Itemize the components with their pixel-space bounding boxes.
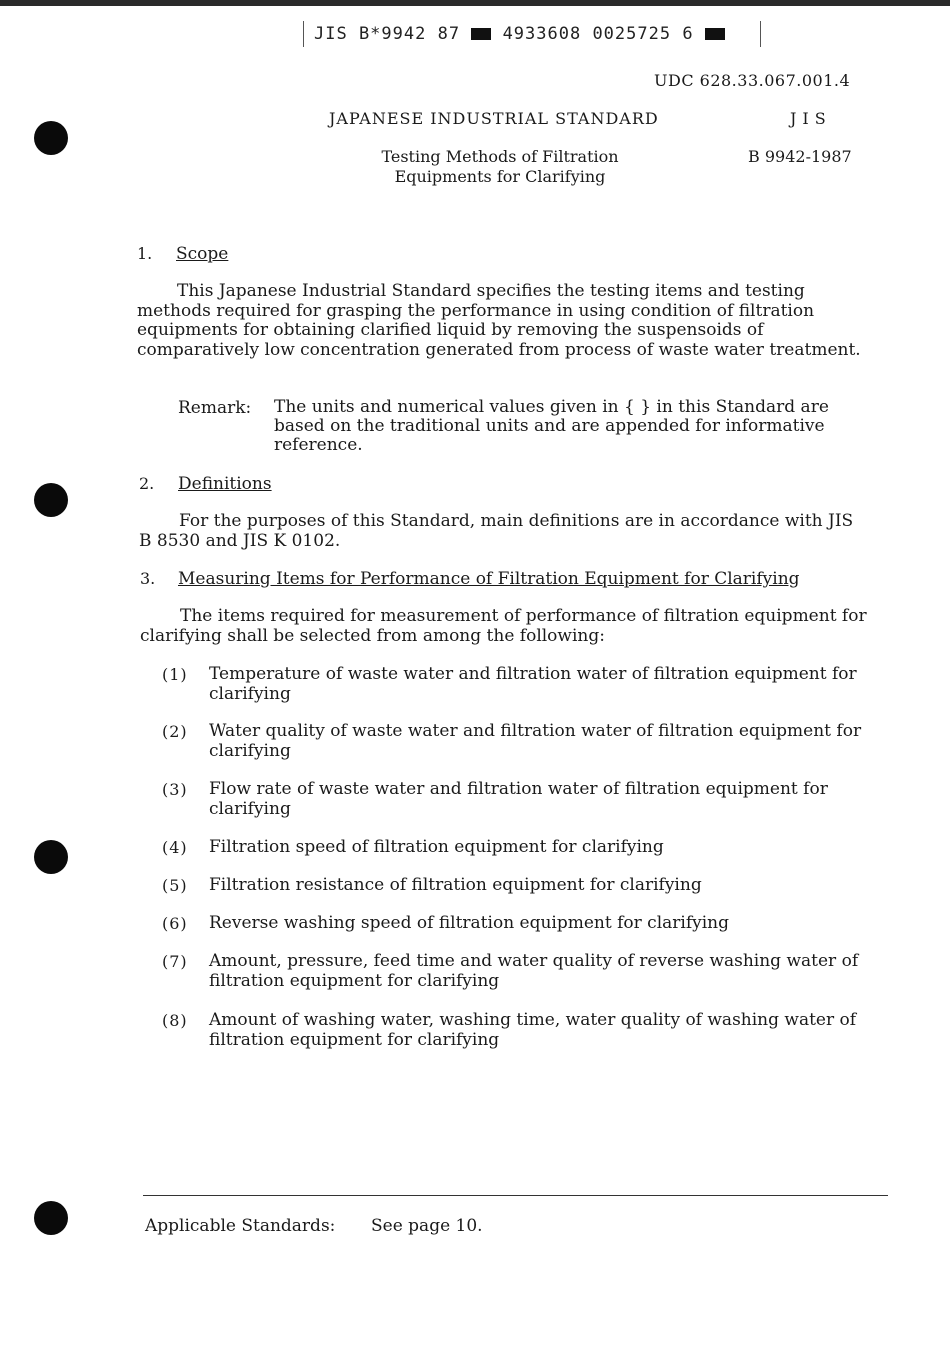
- udc-code: UDC 628.33.067.001.4: [654, 71, 851, 90]
- stamp-block-mark: [705, 28, 725, 40]
- list-item-text: Amount, pressure, feed time and water quality of reverse washing water of filtration equipment for clarifying: [209, 951, 859, 991]
- document-title-line1: Testing Methods of Filtration: [381, 147, 619, 166]
- list-item-number: (5): [162, 876, 188, 895]
- punch-hole: [34, 1201, 68, 1235]
- jis-mark: JIS: [790, 109, 832, 128]
- list-item-text: Temperature of waste water and filtration water of filtration equipment for clarifying: [209, 664, 857, 704]
- section-body: For the purposes of this Standard, main definitions are in accordance with JIS B 8530 and JIS K 0102.: [139, 511, 854, 551]
- section-number: 1.: [137, 244, 153, 263]
- list-item-text: Filtration speed of filtration equipment for clarifying: [209, 837, 664, 857]
- punch-hole: [34, 483, 68, 517]
- remark-label: Remark:: [178, 398, 252, 418]
- document-title: [330, 147, 670, 187]
- footer-value: See page 10.: [371, 1216, 483, 1236]
- section-title: Scope: [176, 244, 229, 264]
- footer-divider: [143, 1195, 888, 1196]
- footer-label: Applicable Standards:: [145, 1216, 336, 1236]
- top-edge-rule: [0, 0, 950, 6]
- list-item-text: Flow rate of waste water and filtration water of filtration equipment for clarifying: [209, 779, 828, 819]
- punch-hole: [34, 840, 68, 874]
- stamp-block-mark: [471, 28, 491, 40]
- standard-title: JAPANESE INDUSTRIAL STANDARD: [329, 109, 659, 128]
- document-title-line2: Equipments for Clarifying: [394, 167, 606, 186]
- list-item-text: Amount of washing water, washing time, water quality of washing water of filtration equipment for clarifying: [209, 1010, 857, 1050]
- remark-text: The units and numerical values given in { } in this Standard are based on the traditional units and are appended for informative reference.: [274, 397, 829, 455]
- section-number: 3.: [140, 569, 156, 588]
- list-item-number: (2): [162, 722, 188, 741]
- list-item-number: (7): [162, 952, 188, 971]
- standard-number: B 9942-1987: [748, 147, 852, 166]
- list-item-text: Reverse washing speed of filtration equipment for clarifying: [209, 913, 729, 933]
- section-title: Measuring Items for Performance of Filtration Equipment for Clarifying: [178, 569, 800, 589]
- list-item-text: Filtration resistance of filtration equipment for clarifying: [209, 875, 702, 895]
- section-title: Definitions: [178, 474, 272, 494]
- list-item-number: (1): [162, 665, 188, 684]
- list-item-number: (3): [162, 780, 188, 799]
- section-body: The items required for measurement of performance of filtration equipment for clarifying shall be selected from among the following:: [140, 606, 867, 646]
- punch-hole: [34, 121, 68, 155]
- list-item-number: (4): [162, 838, 188, 857]
- document-stamp: [303, 21, 761, 47]
- list-item-number: (6): [162, 914, 188, 933]
- section-number: 2.: [139, 474, 155, 493]
- list-item-number: (8): [162, 1011, 188, 1030]
- stamp-part1: JIS B*9942 87: [314, 24, 461, 44]
- list-item-text: Water quality of waste water and filtration water of filtration equipment for clarifying: [209, 721, 862, 761]
- stamp-part2: 4933608 0025725 6: [502, 24, 694, 44]
- section-body: This Japanese Industrial Standard specifies the testing items and testing methods required for grasping the performance in using condition of filtration equipments for obtaining clarified liquid by removing the suspensoids of comparatively low concentration generated from process of waste water treatment.: [137, 281, 861, 360]
